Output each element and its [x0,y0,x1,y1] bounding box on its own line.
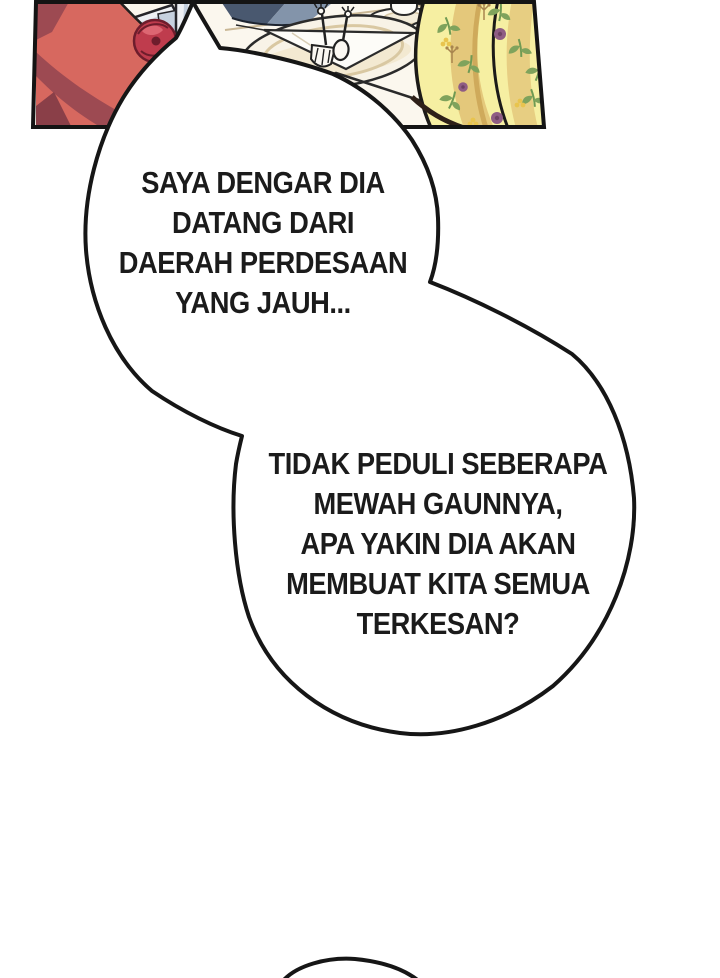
dialogue-line: MEMBUAT KITA SEMUA [286,566,590,601]
dialogue-line: TERKESAN? [356,606,520,641]
dialogue-line: YANG JAUH... [175,285,351,320]
dialogue-line: APA YAKIN DIA AKAN [300,526,576,561]
dialogue-line: MEWAH GAUNNYA, [313,486,563,521]
dialogue-line: SAYA DENGAR DIA [141,165,385,200]
dialogue-line: DAERAH PERDESAAN [118,245,408,280]
dialogue-line: DATANG DARI [171,205,355,240]
speech-bubble-bottom-peek [282,959,420,978]
dialogue-line: TIDAK PEDULI SEBERAPA [268,446,608,481]
speech-bubble-2-text [236,444,640,644]
yellow-dress-character [412,0,551,128]
speech-bubble-1-text [85,163,441,323]
